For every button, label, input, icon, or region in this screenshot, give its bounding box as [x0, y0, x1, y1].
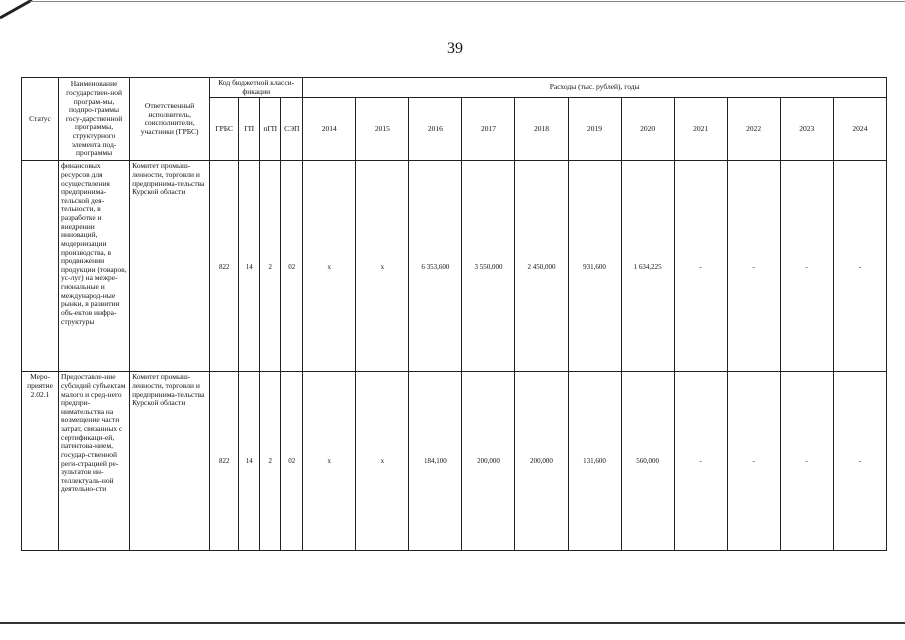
header-year: 2015 — [356, 98, 409, 161]
row-pgp: 2 — [260, 161, 281, 372]
header-expenses: Расходы (тыс. рублей), годы — [303, 78, 887, 98]
header-pgp: пГП — [260, 98, 281, 161]
row-value: 3 550,000 — [462, 161, 515, 372]
row-value: 2 450,000 — [515, 161, 568, 372]
header-budget-code: Код бюджетной класси-фикации — [210, 78, 303, 98]
row-value: - — [833, 372, 886, 551]
header-year: 2018 — [515, 98, 568, 161]
row-value: 1 634,225 — [621, 161, 674, 372]
row-status: Меро-приятие 2.02.1 — [22, 372, 59, 551]
header-year: 2017 — [462, 98, 515, 161]
row-responsible: Комитет промыш-ленности, торговли и предпринима-тельства Курской области — [130, 372, 210, 551]
header-year: 2021 — [674, 98, 727, 161]
header-year: 2019 — [568, 98, 621, 161]
row-value: 560,000 — [621, 372, 674, 551]
row-value: - — [780, 372, 833, 551]
page-number: 39 — [447, 40, 463, 57]
row-value: - — [833, 161, 886, 372]
header-grbs: ГРБС — [210, 98, 239, 161]
row-grbs: 822 — [210, 161, 239, 372]
header-year: 2022 — [727, 98, 780, 161]
row-gp: 14 — [239, 372, 260, 551]
header-sep: СЭП — [281, 98, 303, 161]
row-value: 931,600 — [568, 161, 621, 372]
row-name: Предоставле-ние субсидий субъектам малого и сред-него предпри-нимательства на возмещение части затрат, связанных с сертификаци-ей, патентова-нием, государ-ственной реги-страцией ре-зультатов ин-теллектуаль-ной деятельно-сти — [59, 372, 130, 551]
row-status — [22, 161, 59, 372]
row-value: х — [356, 372, 409, 551]
row-value: х — [356, 161, 409, 372]
row-sep: 02 — [281, 161, 303, 372]
scan-corner-mark — [0, 0, 34, 20]
row-responsible: Комитет промыш-ленности, торговли и предпринима-тельства Курской области — [130, 161, 210, 372]
row-value: х — [303, 372, 356, 551]
row-value: 184,100 — [409, 372, 462, 551]
table-row — [22, 161, 887, 372]
header-year: 2014 — [303, 98, 356, 161]
header-year: 2023 — [780, 98, 833, 161]
row-name: финансовых ресурсов для осуществления предпринима-тельской дея-тельности, в разработке и внедрении инноваций, модернизации производства, в продвижении продукции (товаров, ус-луг) на межре-гиональные и международ-ные рынки, в развитии объ-ектов инфра-структуры — [59, 161, 130, 372]
row-sep: 02 — [281, 372, 303, 551]
row-pgp: 2 — [260, 372, 281, 551]
row-value: х — [303, 161, 356, 372]
header-responsible: Ответственный исполнитель, соисполнители, участники (ГРБС) — [130, 78, 210, 161]
scan-top-rule — [30, 1, 905, 2]
header-name: Наименование государствен-ной програм-мы, подпро-граммы госу-дарственной программы, структурного элемента под-программы — [59, 78, 130, 161]
header-year: 2024 — [833, 98, 886, 161]
row-gp: 14 — [239, 161, 260, 372]
row-value: - — [727, 161, 780, 372]
row-grbs: 822 — [210, 372, 239, 551]
table-row — [22, 372, 887, 551]
row-value: - — [780, 161, 833, 372]
scan-bottom-rule — [0, 622, 905, 624]
header-gp: ГП — [239, 98, 260, 161]
header-year: 2016 — [409, 98, 462, 161]
header-row-top — [22, 78, 887, 98]
budget-table — [21, 77, 887, 551]
row-value: - — [727, 372, 780, 551]
row-value: 131,600 — [568, 372, 621, 551]
row-value: - — [674, 161, 727, 372]
row-value: - — [674, 372, 727, 551]
row-value: 200,000 — [515, 372, 568, 551]
row-value: 6 353,600 — [409, 161, 462, 372]
header-status: Статус — [22, 78, 59, 161]
header-year: 2020 — [621, 98, 674, 161]
row-value: 200,000 — [462, 372, 515, 551]
